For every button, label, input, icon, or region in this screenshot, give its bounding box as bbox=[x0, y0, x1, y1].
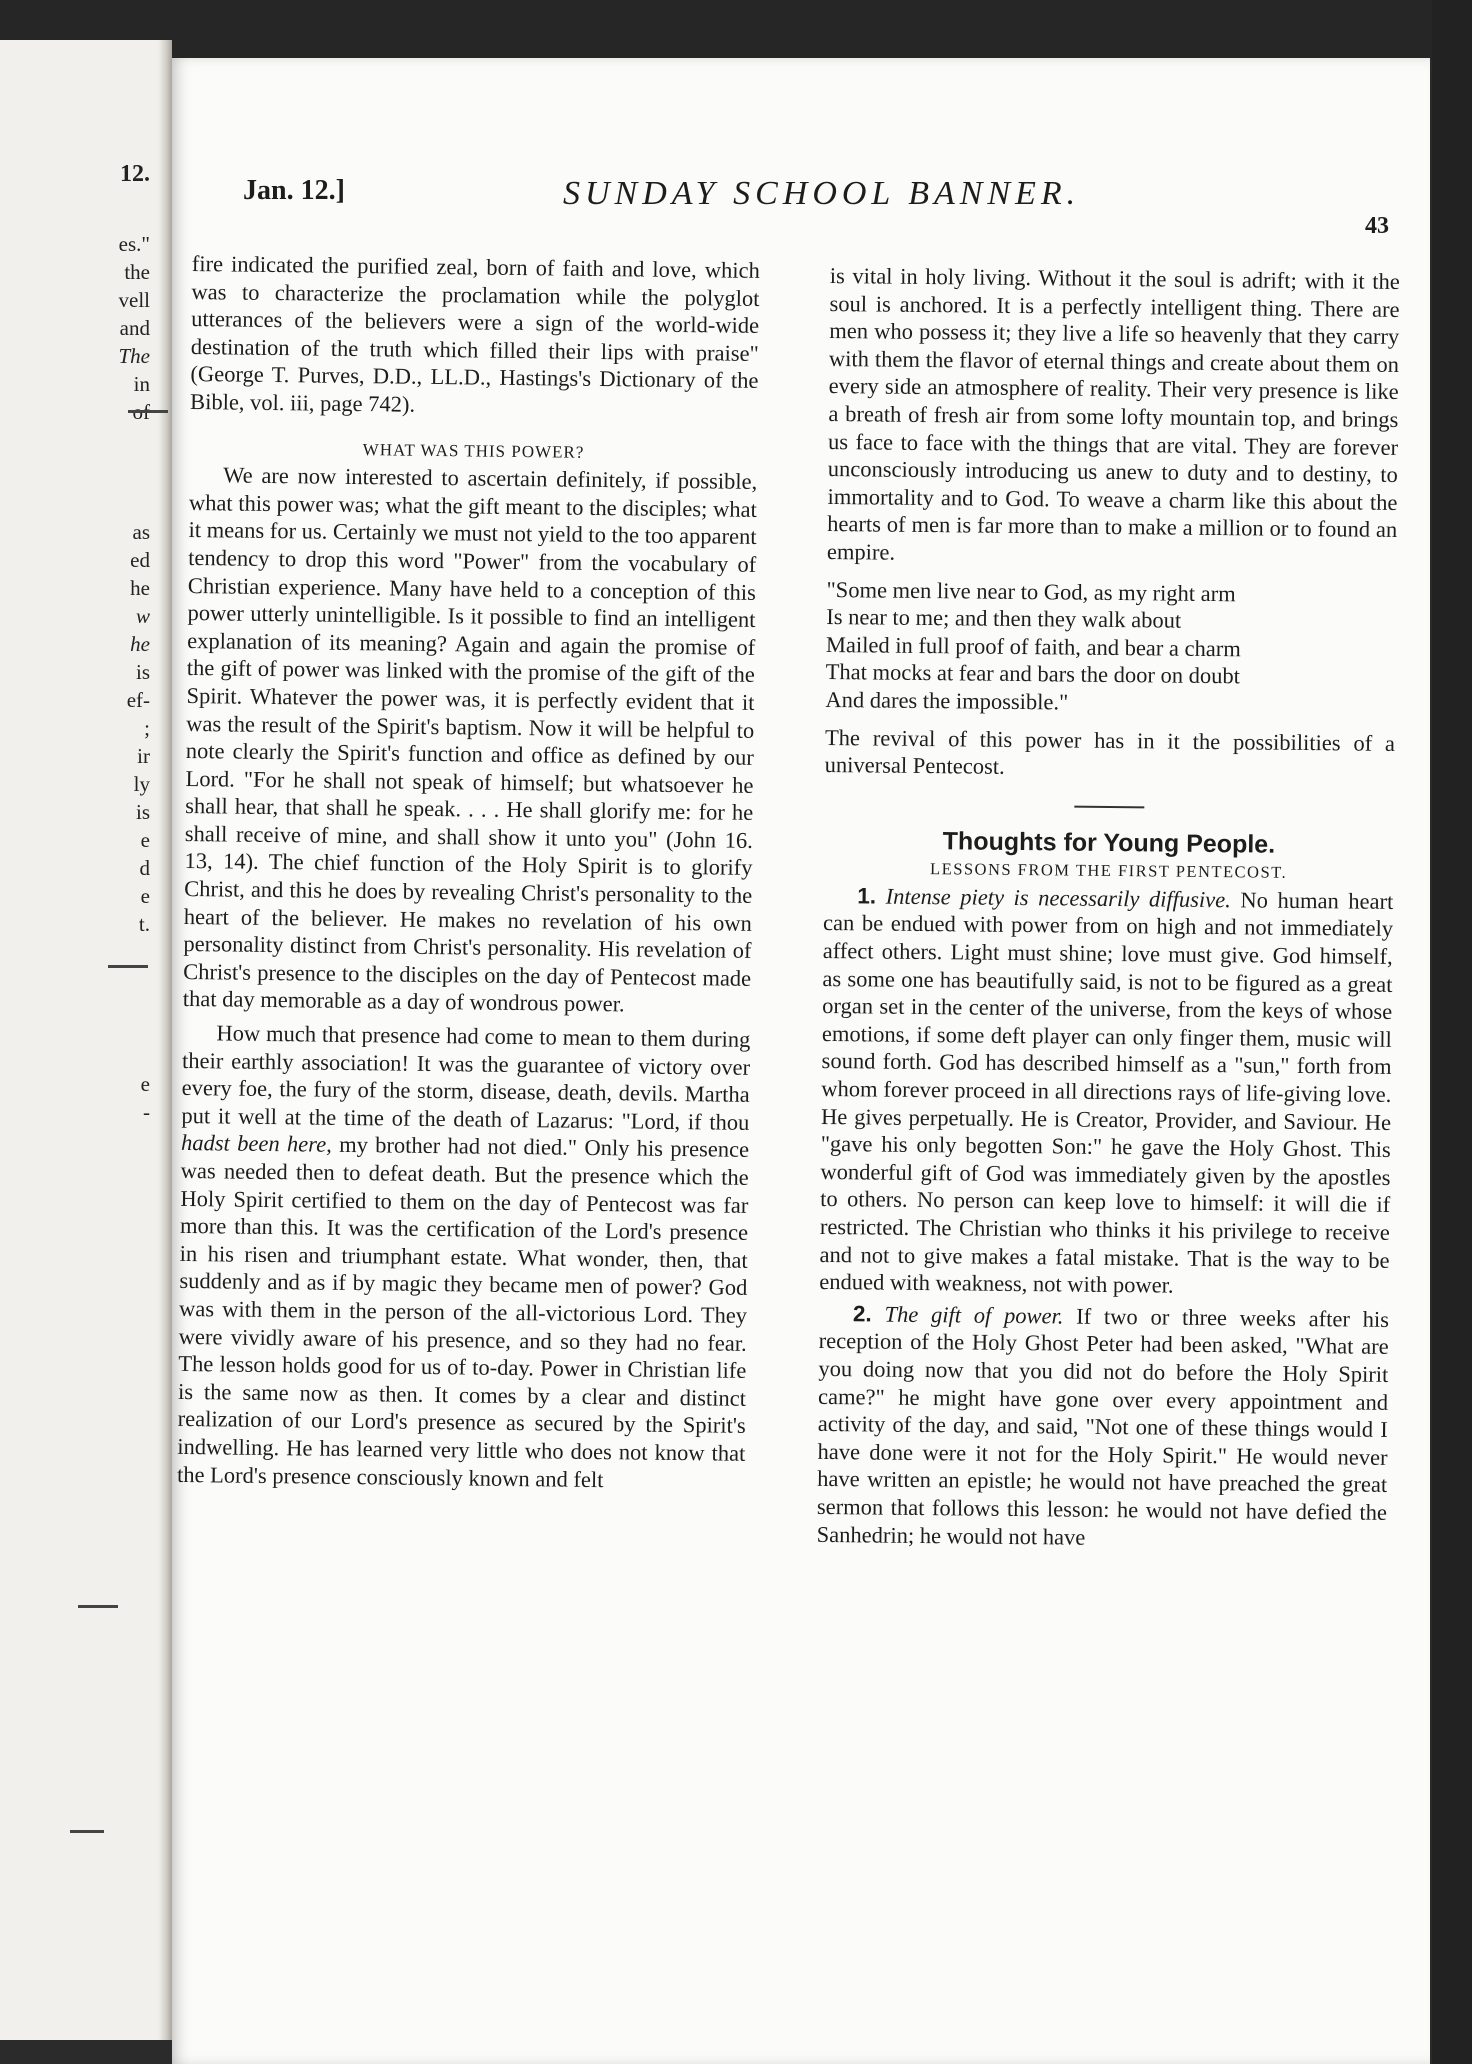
facing-text-fragment: w bbox=[135, 604, 150, 628]
facing-text-fragment: e bbox=[140, 884, 150, 908]
paragraph: The revival of this power has in it the possibilities of a universal Pentecost. bbox=[824, 724, 1396, 779]
facing-text-fragment: t. bbox=[138, 912, 150, 936]
poem-line: Is near to me; and then they walk about bbox=[826, 604, 1182, 633]
binding-mark bbox=[70, 1830, 104, 1833]
quote-continuation: fire indicated the purified zeal, born of faith and love, which was to characterize the proclamation while the polyglot utterances of the believers were a sign of the world-wide destination of the truth which filled their lips with praise" (George T. Purves, D.D., LL.D., Hastings's Dictionary of the Bible, vol. iii, page 742). bbox=[189, 250, 760, 417]
poem-line: And dares the impossible." bbox=[825, 686, 1069, 715]
numbered-point: 2. The gift of power. If two or three weeks after his reception of the Holy Ghost Peter had been asked, "What are you doing now that you did not do before the Holy Spirit came?" he might have gone over every appointment and activity of the day, and said, "Not one of these things would I have done were it not for the Holy Spirit." He would never have written an epistle; he would not have preached the great sermon that follows this lesson: he would not have defied the Sanhedrin; he would not have bbox=[816, 1301, 1390, 1550]
binding-mark bbox=[128, 410, 168, 413]
facing-text-fragment: is bbox=[135, 800, 150, 824]
facing-text-fragment: he bbox=[130, 632, 150, 656]
binding-mark bbox=[108, 965, 148, 968]
binding-gutter bbox=[158, 40, 172, 2040]
running-header bbox=[243, 115, 1413, 239]
facing-text-fragment: ir bbox=[137, 744, 150, 768]
issue-date: Jan. 12.] bbox=[243, 175, 345, 206]
page-number: 43 bbox=[1365, 213, 1389, 239]
poem-line: Mailed in full proof of faith, and bear a charm bbox=[825, 631, 1241, 662]
facing-text-fragment: the bbox=[124, 260, 150, 284]
facing-text-fragment: ly bbox=[133, 772, 150, 796]
section-subheading: WHAT WAS THIS POWER? bbox=[362, 439, 585, 462]
facing-text-fragment: as bbox=[132, 520, 150, 544]
facing-text-fragment: es." bbox=[118, 232, 150, 256]
facing-text-fragment: is bbox=[135, 660, 150, 684]
facing-text-fragment: and bbox=[119, 316, 150, 340]
binding-mark bbox=[78, 1605, 118, 1608]
facing-text-fragment: - bbox=[143, 1100, 150, 1124]
paragraph: We are now interested to ascertain definitely, if possible, what this power was; what the gift meant to the disciples; what it means for us. Certainly we must not yield to the too apparent tendency to drop this word "Power" from the vocabulary of Christian experience. Many have held to a conception of this power utterly unintelligible. Is it possible to find an intelligent explanation of its meaning? Again and again the promise of the gift of power was linked with the promise of the gift of the Spirit. Whatever the power was, it is perfectly evident that it was the result of the Spirit's baptism. Now it will be helpful to note clearly the Spirit's function and office as defined by our Lord. "For he shall not speak of himself; but whatsoever he shall hear, that shall he speak. . . . He shall glorify me: for he shall receive of mine, and shall show it unto you" (John 16. 13, 14). The chief function of the Holy Spirit is to glorify Christ, and this he does by revealing Christ's personality to the heart of the believer. He makes no revelation of his own personality distinct from Christ's personality. His revelation of Christ's presence to the disciples on the day of Pentecost made that day memorable as a day of wondrous power. bbox=[182, 462, 758, 1017]
section-divider bbox=[1074, 805, 1144, 808]
facing-text-fragment: ed bbox=[130, 548, 150, 572]
facing-text-fragment: The bbox=[118, 344, 150, 368]
poem-line: "Some men live near to God, as my right arm bbox=[826, 576, 1236, 606]
facing-text-fragment: ef- bbox=[126, 688, 150, 712]
section-title: Thoughts for Young People. bbox=[942, 826, 1276, 859]
facing-page-number: 12. bbox=[120, 161, 150, 187]
paragraph: How much that presence had come to mean to them during their earthly association! It was the guarantee of victory over every foe, the fury of the storm, disease, death, devils. Martha put it well at the time of the death of Lazarus: "Lord, if thou hadst been here, my brother had not died." Only his presence was needed then to defeat death. But the presence which the Holy Spirit certified to them on the day of Pentecost was far more than this. It was the certification of the Lord's presence in his risen and triumphant estate. What wonder, then, that suddenly and as if by magic they became men of power? God was with them in the person of the all-victorious Lord. They were vividly aware of his presence, and so they had no fear. The lesson holds good for us of to-day. Power in Christian life is the same now as then. It comes by a clear and distinct realization of our Lord's presence as secured by the Spirit's indwelling. He has learned very little who does not know that the Lord's presence consciously known and felt bbox=[176, 1020, 751, 1492]
scan-border-right bbox=[1432, 0, 1472, 2064]
left-column bbox=[177, 250, 760, 1495]
paragraph-continuation: is vital in holy living. Without it the soul is adrift; with it the soul is anchored. It is a perfectly intelligent thing. There are men who possess it; they live a life so heavenly that they carry with them the flavor of eternal things and create about them on every side an atmosphere of reality. Their very presence is like a breath of fresh air from some lofty mountain top, and brings us face to face with the things that are vital. They are forever unconsciously introducing us anew to duty and to destiny, to immortality and to God. To weave a charm like this about the hearts of men is far more than to make a million or to found an empire. bbox=[826, 262, 1400, 565]
poem-quote bbox=[825, 576, 1396, 720]
facing-text-fragment: he bbox=[130, 576, 150, 600]
facing-text-fragment: e bbox=[140, 828, 150, 852]
right-column bbox=[817, 262, 1400, 1554]
facing-text-fragment: ; bbox=[144, 716, 150, 740]
facing-text-fragment: e bbox=[140, 1072, 150, 1096]
facing-text-fragment: vell bbox=[118, 288, 150, 312]
scan-border-top bbox=[0, 0, 1472, 60]
lessons-heading: LESSONS FROM THE FIRST PENTECOST. bbox=[929, 859, 1288, 883]
numbered-point: 1. Intense piety is necessarily diffusive. No human heart can be endued with power from on high and not immediately affect others. Light must shine; love must give. God himself, as some one has beautifully said, is not to be figured as a great organ set in the center of the universe, from the keys of whose emotions, if some deft player can only finger them, music will sound forth. God has described himself as a "sun," forth from whom forever proceed in all directions rays of life-giving love. He gives perpetually. He is Creator, Provider, and Saviour. He "gave his only begotten Son:" he gave the Holy Ghost. This wonderful gift of God was immediately given by the apostles to others. No person can keep love to himself: it will die if restricted. The Christian who thinks it his privilege to receive and not to give makes a fatal mistake. That is the way to be endued with weakness, not with power. bbox=[819, 883, 1394, 1298]
publication-title: SUNDAY SCHOOL BANNER. bbox=[563, 175, 1081, 212]
facing-text-fragment: d bbox=[139, 856, 150, 880]
poem-line: That mocks at fear and bars the door on doubt bbox=[825, 659, 1241, 689]
facing-text-fragment: in bbox=[133, 372, 150, 396]
facing-page-edge bbox=[0, 40, 172, 2040]
